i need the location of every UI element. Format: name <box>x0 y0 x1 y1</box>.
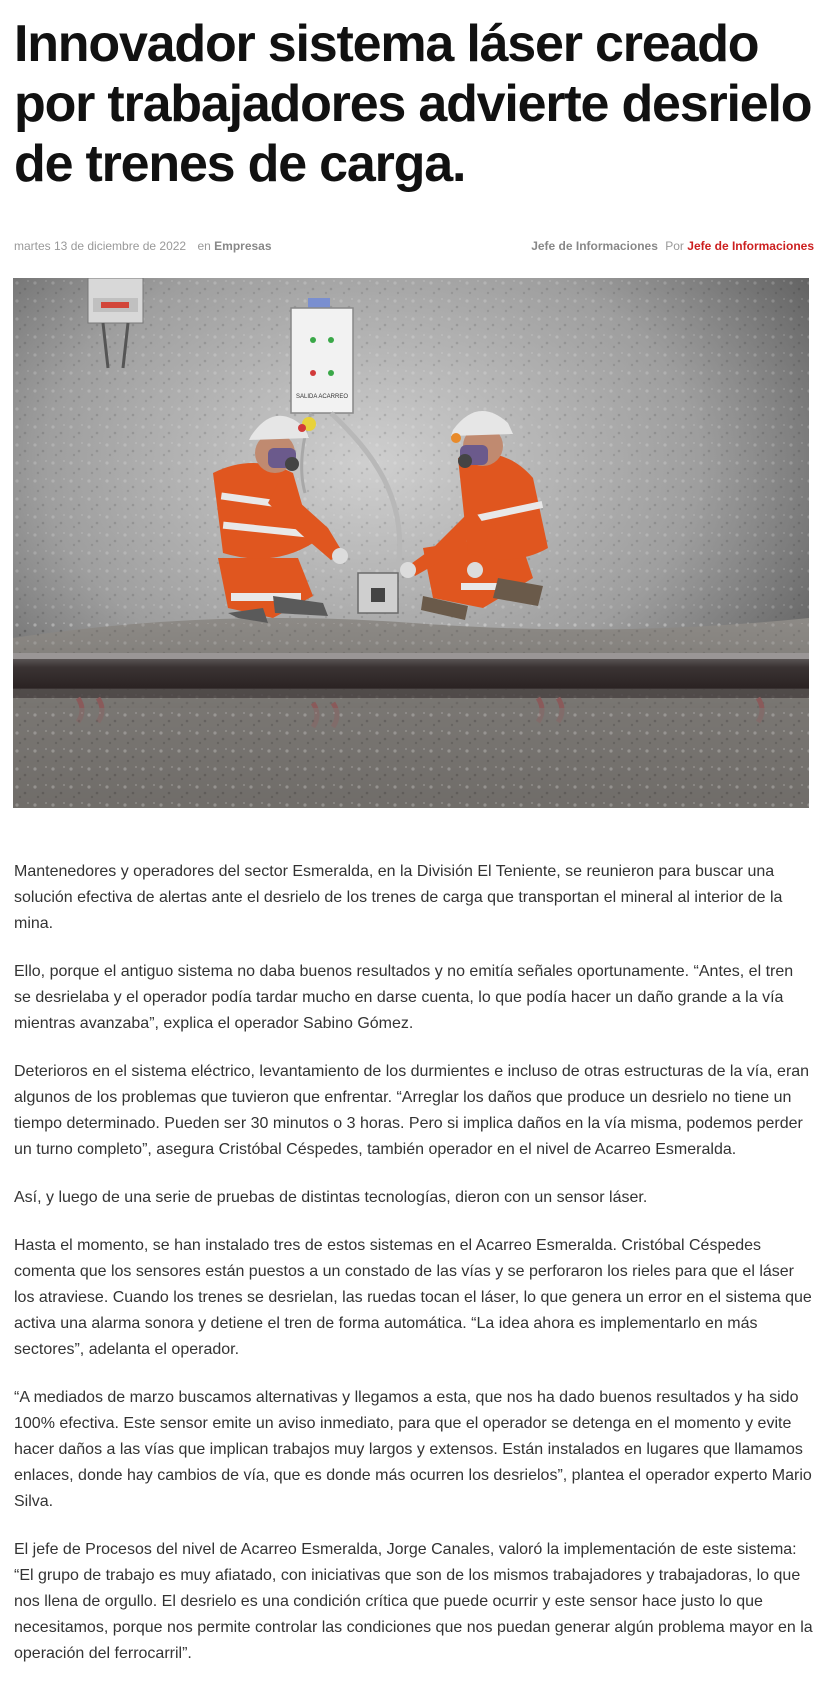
article-paragraph: Deterioros en el sistema eléctrico, levantamiento de los durmientes e incluso de otras estructuras de la vía, eran algunos de los problemas que tuvieron que enfrentar. “Arreglar los daños que produce un desrielo no tiene un tiempo determinado. Pueden ser 30 minutos o 3 horas. Pero si implica daños en la vía misma, podemos perder un turno completo”, asegura Cristóbal Céspedes, también operador en el nivel de Acarreo Esmeralda. <box>14 1063 810 1158</box>
article-paragraph: Ello, porque el antiguo sistema no daba buenos resultados y no emitía señales oportunamente. “Antes, el tren se desrielaba y el operador podía tardar mucho en darse cuenta, lo que podía hacer un daño grande a la vía mientras avanzaba”, explica el operador Sabino Gómez. <box>14 963 794 1032</box>
article-body <box>14 859 814 1689</box>
laser-sensor <box>358 573 398 613</box>
article-paragraph: Hasta el momento, se han instalado tres de estos sistemas en el Acarreo Esmeralda. Cristóbal Céspedes comenta que los sensores están puestos a un constado de las vías y se perforaron los rieles para que el láser los atraviese. Cuando los trenes se desrielan, las ruedas tocan el láser, lo que genera un error en el sistema que activa una alarma sonora y detiene el tren de forma automática. “La idea ahora es implementarlo en más sectores”, adelanta el operador. <box>14 1237 812 1358</box>
article-paragraph: “A mediados de marzo buscamos alternativas y llegamos a esta, que nos ha dado buenos resultados y ha sido 100% efectiva. Este sensor emite un aviso inmediato, para que el operador se detenga en el momento y evite hacer daños a las vías que implican trabajos muy largos y extensos. Están instalados en lugares que llamamos enlaces, donde hay cambios de vía, que es donde más ocurren los desrielos”, plantea el operador experto Mario Silva. <box>14 1389 812 1510</box>
author-link[interactable]: Jefe de Informaciones <box>687 239 814 253</box>
by-prefix: Por <box>665 239 684 253</box>
article-meta <box>14 237 814 257</box>
hero-image <box>13 278 809 808</box>
control-box-sign: SALIDA ACARREO <box>295 394 349 400</box>
publish-date: martes 13 de diciembre de 2022 <box>14 239 187 253</box>
category-prefix: en <box>197 239 211 253</box>
meta-right <box>531 239 814 253</box>
article-paragraph: Mantenedores y operadores del sector Esmeralda, en la División El Teniente, se reunieron para buscar una solución efectiva de alertas ante el desrielo de los trenes de carga que transportan el mineral al interior de la mina. <box>14 863 783 932</box>
meta-left <box>14 239 272 253</box>
article-paragraph: El jefe de Procesos del nivel de Acarreo Esmeralda, Jorge Canales, valoró la implementación de este sistema: “El grupo de trabajo es muy afiatado, con iniciativas que son de los mismos trabajadores y trabajadoras, lo que nos llena de orgullo. El desrielo es una condición crítica que puede ocurrir y este sensor hace justo lo que necesitamos, porque nos permite controlar las condiciones que nos puedan generar algún problema mayor en la operación del ferrocarril”. <box>14 1541 813 1662</box>
article-paragraph: Así, y luego de una serie de pruebas de distintas tecnologías, dieron con un sensor láser. <box>14 1189 648 1206</box>
category-link[interactable]: Empresas <box>214 239 272 253</box>
article-title: Innovador sistema láser creado por trabajadores advierte desrielo de trenes de carga. <box>14 15 812 193</box>
hero-illustration <box>13 278 809 808</box>
control-box <box>291 298 353 413</box>
author-name: Jefe de Informaciones <box>531 239 658 253</box>
